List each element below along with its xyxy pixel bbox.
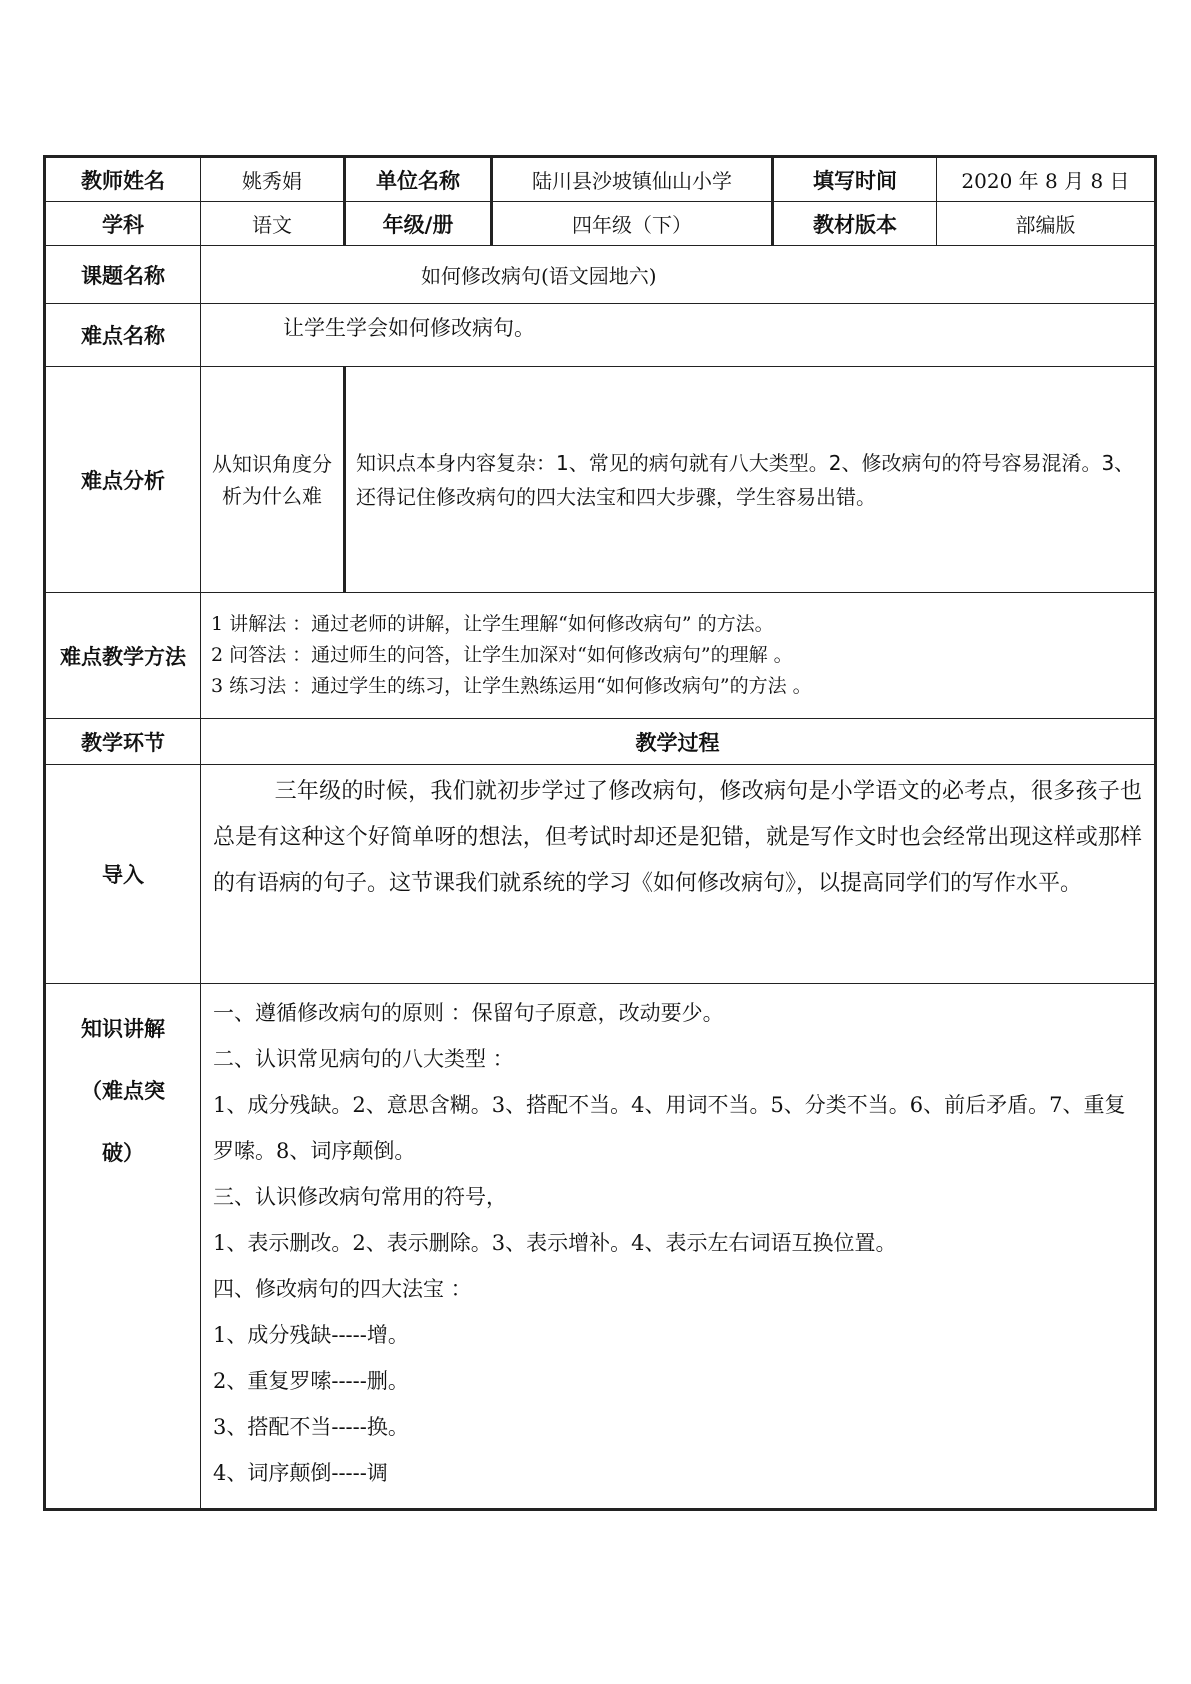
process-header-row: [45, 719, 1156, 765]
knowledge-body: [201, 984, 1156, 1510]
knowledge-label-line: 知识讲解: [81, 1017, 165, 1041]
subject-label: 学科: [45, 202, 201, 246]
methods-label: 难点教学方法: [45, 593, 201, 719]
method-item: 3 练习法 ：通过学生的练习，让学生熟练运用“如何修改病句”的方法 。: [211, 675, 812, 697]
intro-label: 导入: [45, 765, 201, 984]
date-value: 2020 年 8 月 8 日: [937, 157, 1156, 202]
knowledge-label: [45, 984, 201, 1510]
intro-body: [201, 765, 1156, 984]
stage-label: 教学环节: [45, 719, 201, 765]
intro-row: [45, 765, 1156, 984]
knowledge-line: 一、遵循修改病句的原则 ：保留句子原意，改动要少。: [213, 1001, 724, 1025]
difficulty-row: [45, 304, 1156, 367]
edition-label: 教材版本: [773, 202, 937, 246]
date-label: 填写时间: [773, 157, 937, 202]
topic-row: [45, 246, 1156, 304]
unit-value: 陆川县沙坡镇仙山小学: [492, 157, 773, 202]
analysis-row: [45, 367, 1156, 593]
analysis-label: 难点分析: [45, 367, 201, 593]
knowledge-line: 1、表示删改。2、表示删除。3、表示增补。4、表示左右词语互换位置。: [213, 1231, 897, 1255]
difficulty-value: 让学生学会如何修改病句。: [201, 304, 1156, 367]
topic-label: 课题名称: [45, 246, 201, 304]
methods-list: [201, 593, 1156, 719]
intro-text: 三年级的时候，我们就初步学过了修改病句，修改病句是小学语文的必考点，很多孩子也总是有这种这个好简单呀的想法，但考试时却还是犯错，就是写作文时也会经常出现这样或那样的有语病的句子。这节课我们就系统的学习《如何修改病句》，以提高同学们的写作水平。: [213, 779, 1142, 896]
grade-value: 四年级（下）: [492, 202, 773, 246]
subject-value: 语文: [201, 202, 345, 246]
knowledge-line: 四、修改病句的四大法宝 ：: [213, 1277, 472, 1301]
process-label: 教学过程: [201, 719, 1156, 765]
knowledge-line: 二、认识常见病句的八大类型 ：: [213, 1047, 514, 1071]
knowledge-line: 三、认识修改病句常用的符号，: [213, 1185, 507, 1209]
analysis-text: 知识点本身内容复杂：1、常见的病句就有八大类型。2、修改病句的符号容易混淆。3、还得记住修改病句的四大法宝和四大步骤，学生容易出错。: [345, 367, 1156, 593]
topic-value: 如何修改病句(语文园地六): [201, 246, 1156, 304]
methods-row: [45, 593, 1156, 719]
header-row-2: [45, 202, 1156, 246]
header-row-1: [45, 157, 1156, 202]
knowledge-line: 1、成分残缺-----增。: [213, 1323, 409, 1347]
knowledge-line: 4、词序颠倒-----调: [213, 1461, 388, 1485]
grade-label: 年级/册: [345, 202, 492, 246]
teacher-value: 姚秀娟: [201, 157, 345, 202]
teacher-label: 教师姓名: [45, 157, 201, 202]
lesson-plan-table: [43, 155, 1157, 1511]
knowledge-label-line: 破）: [102, 1141, 144, 1165]
edition-value: 部编版: [937, 202, 1156, 246]
difficulty-label: 难点名称: [45, 304, 201, 367]
unit-label: 单位名称: [345, 157, 492, 202]
knowledge-line: 2、重复罗嗦-----删。: [213, 1369, 409, 1393]
knowledge-line: 3、搭配不当-----换。: [213, 1415, 409, 1439]
analysis-sub-label: 从知识角度分析为什么难: [201, 367, 345, 593]
knowledge-label-line: （难点突: [81, 1079, 165, 1103]
method-item: 1 讲解法 ：通过老师的讲解，让学生理解“如何修改病句” 的方法。: [211, 613, 774, 635]
knowledge-row: [45, 984, 1156, 1510]
method-item: 2 问答法 ：通过师生的问答，让学生加深对“如何修改病句”的理解 。: [211, 644, 793, 666]
knowledge-line: 1、成分残缺。2、意思含糊。3、搭配不当。4、用词不当。5、分类不当。6、前后矛盾。7、重复罗嗦。8、词序颠倒。: [213, 1093, 1126, 1163]
